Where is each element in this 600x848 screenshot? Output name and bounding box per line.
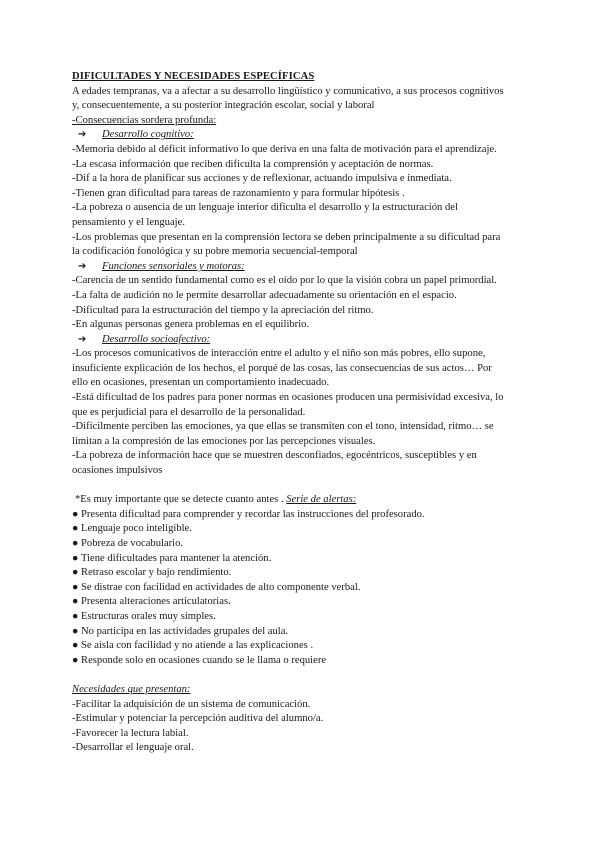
- cognitivo-line: pensamiento y el lenguaje.: [72, 216, 185, 228]
- alert-item-text: Retraso escolar y bajo rendimiento.: [81, 567, 232, 579]
- bullet-icon: ●: [72, 625, 79, 637]
- socioafectivo-line: ello en ocasiones, presentan un comportamiento inadecuado.: [72, 377, 330, 389]
- cognitivo-line: -La pobreza o ausencia de un lenguaje interior dificulta el desarrollo y la estructuración del: [72, 202, 458, 214]
- spacer: [72, 668, 542, 683]
- bullet-icon: ●: [72, 610, 79, 622]
- socioafectivo-line: -Está dificultad de los padres para poner normas en ocasiones producen una permisividad excesiva, lo: [72, 392, 504, 404]
- bullet-icon: ●: [72, 508, 79, 520]
- arrow-right-icon: ➔: [78, 260, 87, 272]
- bullet-icon: ●: [72, 654, 79, 666]
- bullet-icon: ●: [72, 640, 79, 652]
- cognitivo-line: -Los problemas que presentan en la comprensión lectora se deben principalmente a su dificultad para: [72, 231, 501, 243]
- alert-item: [72, 566, 542, 581]
- socioafectivo-line: -La pobreza de información hace que se muestren desconfiados, egocéntricos, susceptibles y en: [72, 450, 477, 462]
- section-heading-cognitivo: [72, 128, 542, 143]
- alert-item: [72, 508, 542, 523]
- alert-item-text: No participa en las actividades grupales del aula.: [81, 625, 289, 637]
- sensoriales-line: -Carencia de un sentido fundamental como es el oído por lo que la visión cobra un papel primordial.: [72, 275, 497, 287]
- alertas-intro: [72, 493, 542, 508]
- bullet-icon: ●: [72, 596, 79, 608]
- arrow-right-icon: ➔: [78, 333, 87, 345]
- section-heading-text: Desarrollo socioafectivo:: [102, 333, 211, 345]
- alert-item: [72, 522, 542, 537]
- alert-item-text: Pobreza de vocabulario.: [81, 538, 184, 549]
- alert-item: [72, 537, 542, 552]
- section-heading-sensoriales: [72, 260, 542, 275]
- spacer: [72, 479, 542, 494]
- intro-line-1: A edades tempranas, va a afectar a su desarrollo lingüístico y comunicativo, a sus procesos cognitivos: [72, 85, 504, 97]
- alert-item: [72, 581, 542, 596]
- bullet-icon: ●: [72, 523, 79, 535]
- cognitivo-line: -Dif a la hora de planificar sus acciones y de reflexionar, actuando impulsiva e inmediata.: [72, 173, 452, 185]
- bullet-icon: ●: [72, 538, 79, 549]
- socioafectivo-line: que es perjudicial para el desarrollo de la personalidad.: [72, 406, 306, 418]
- socioafectivo-line: insuficiente explicación de los hechos, el porqué de las cosas, las consecuencias de sus actos… Por: [72, 362, 492, 374]
- alert-item: [72, 552, 542, 567]
- necesidad-item: -Estimular y potenciar la percepción auditiva del alumno/a.: [72, 713, 324, 725]
- section-heading-text: Desarrollo cognitivo:: [102, 129, 194, 141]
- cognitivo-line: la codificación fonológica y su pobre memoria secuencial-temporal: [72, 246, 358, 258]
- bullet-icon: ●: [72, 581, 79, 593]
- alert-item: [72, 610, 542, 625]
- socioafectivo-line: -Difícilmente perciben las emociones, ya que ellas se transmiten con el tono, intensidad, ritmo… se: [72, 421, 494, 433]
- sensoriales-line: -La falta de audición no le permite desarrollar adecuadamente su orientación en el espacio.: [72, 289, 457, 301]
- document-page: [72, 70, 542, 756]
- alert-item-text: Lenguaje poco inteligible.: [81, 523, 192, 535]
- cognitivo-line: -La escasa información que reciben dificulta la comprensión y aceptación de normas.: [72, 158, 434, 170]
- necesidades-heading: Necesidades que presentan:: [72, 683, 191, 695]
- alert-item: [72, 654, 542, 669]
- socioafectivo-line: -Los procesos comunicativos de interacción entre el adulto y el niño son más pobres, ello supone,: [72, 348, 486, 360]
- alert-item-text: Se distrae con facilidad en actividades de alto componente verbal.: [81, 581, 361, 593]
- intro-line-2: y, consecuentemente, a su posterior integración escolar, social y laboral: [72, 100, 375, 112]
- cognitivo-line: -Memoria debido al déficit informativo lo que deriva en una falta de motivación para el aprendizaje.: [72, 143, 497, 155]
- alert-item-text: Se aísla con facilidad y no atiende a las explicaciones .: [81, 640, 314, 652]
- consecuencias-label: -Consecuencias sordera profunda:: [72, 114, 217, 126]
- sensoriales-line: -En algunas personas genera problemas en el equilibrio.: [72, 319, 310, 331]
- necesidad-item: -Favorecer la lectura labial.: [72, 727, 189, 739]
- section-heading-socioafectivo: [72, 333, 542, 348]
- alert-item-text: Responde solo en ocasiones cuando se le llama o requiere: [81, 654, 327, 666]
- cognitivo-line: -Tienen gran dificultad para tareas de razonamiento y para formular hipótesis .: [72, 187, 405, 199]
- section-heading-text: Funciones sensoriales y motoras:: [102, 260, 245, 272]
- necesidad-item: -Desarrollar el lenguaje oral.: [72, 742, 194, 754]
- socioafectivo-line: limitan a la compresión de las emociones por las percepciones visuales.: [72, 435, 376, 447]
- alert-item-text: Tiene dificultades para mantener la atención.: [81, 552, 272, 564]
- alert-item: [72, 625, 542, 640]
- alertas-intro-text: *Es muy importante que se detecte cuanto antes .: [75, 494, 284, 506]
- necesidad-item: -Facilitar la adquisición de un sistema de comunicación.: [72, 698, 311, 710]
- socioafectivo-line: ocasiones impulsivos: [72, 465, 163, 477]
- alert-item-text: Presenta dificultad para comprender y recordar las instrucciones del profesorado.: [81, 508, 425, 520]
- arrow-right-icon: ➔: [78, 129, 87, 141]
- alert-item-text: Estructuras orales muy simples.: [81, 610, 216, 622]
- alert-item: [72, 639, 542, 654]
- bullet-icon: ●: [72, 552, 79, 564]
- alert-item: [72, 595, 542, 610]
- bullet-icon: ●: [72, 567, 79, 579]
- sensoriales-line: -Dificultad para la estructuración del tiempo y la apreciación del ritmo.: [72, 304, 374, 316]
- alertas-heading: Serie de alertas:: [286, 494, 357, 506]
- alert-item-text: Presenta alteraciones articulatorias.: [81, 596, 231, 608]
- page-title: DIFICULTADES Y NECESIDADES ESPECÍFICAS: [72, 71, 315, 82]
